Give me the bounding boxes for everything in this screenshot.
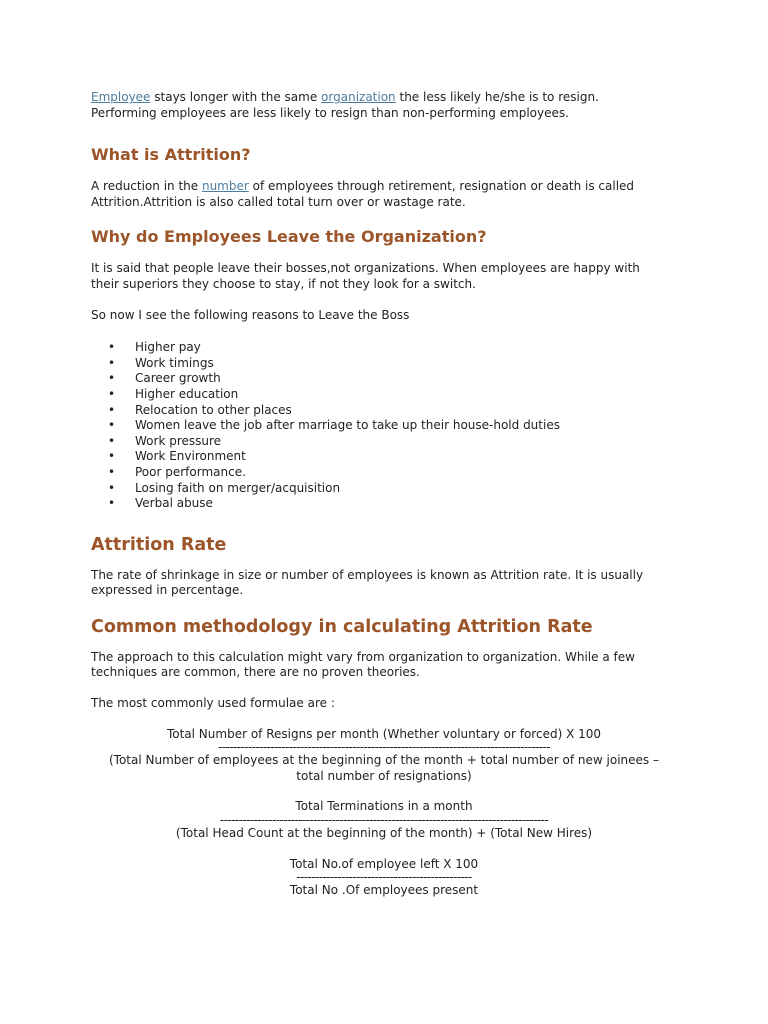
formula-divider: ----------------------------------------------------------------------------------------- — [218, 742, 550, 754]
attrition-line: Attrition.Attrition is also called total turn over or wastage rate. — [91, 194, 466, 209]
intro-paragraph — [91, 90, 677, 121]
employee-link[interactable]: Employee — [91, 90, 151, 104]
formula-1 — [81, 727, 687, 785]
formulae-intro: The most commonly used formulae are : — [91, 696, 335, 711]
intro-text: stays longer with the same — [150, 90, 322, 104]
method-line: The approach to this calculation might vary from organization to organization. While a few — [91, 649, 635, 664]
formula-divider: ----------------------------------------------- — [296, 872, 472, 884]
list-item: • Work Environment — [135, 449, 677, 465]
list-item: • Women leave the job after marriage to take up their house-hold duties — [135, 418, 677, 434]
formula-denominator: Total No .Of employees present — [289, 883, 479, 898]
attrition-paragraph — [91, 179, 677, 210]
formula-2 — [91, 799, 677, 841]
intro-line: Performing employees are less likely to resign than non-performing employees. — [91, 105, 569, 120]
methodology-heading: Common methodology in calculating Attrition Rate — [91, 616, 593, 637]
formula-3 — [91, 857, 677, 899]
rate-line: expressed in percentage. — [91, 583, 244, 598]
formula-denominator: total number of resignations) — [296, 768, 472, 783]
rate-paragraph — [91, 568, 677, 599]
why-heading: Why do Employees Leave the Organization? — [91, 227, 487, 247]
formula-numerator: Total Number of Resigns per month (Whether voluntary or forced) X 100 — [166, 726, 602, 741]
formula-divider: ---------------------------------------------------------------------------------------- — [219, 815, 549, 827]
methodology-paragraph — [91, 650, 677, 681]
reasons-list — [91, 340, 677, 512]
formula-denominator: (Total Number of employees at the beginning of the month + total number of new joinees – — [108, 753, 659, 768]
formula-numerator: Total No.of employee left X 100 — [289, 856, 479, 871]
list-item: • Relocation to other places — [135, 403, 677, 419]
formula-denominator: (Total Head Count at the beginning of the month) + (Total New Hires) — [175, 826, 593, 841]
attrition-heading: What is Attrition? — [91, 145, 251, 165]
attrition-text: of employees through retirement, resignation or death is called — [248, 179, 635, 194]
attrition-text: A reduction in the — [91, 179, 202, 194]
formula-numerator: Total Terminations in a month — [295, 799, 473, 814]
number-link[interactable]: number — [201, 179, 249, 194]
organization-link[interactable]: organization — [321, 90, 396, 104]
why-line: It is said that people leave their bosses,not organizations. When employees are happy with — [91, 261, 640, 276]
list-item: • Work pressure — [135, 434, 677, 450]
list-item: • Higher pay — [135, 340, 677, 356]
method-line: techniques are common, there are no proven theories. — [91, 665, 420, 680]
list-item: • Poor performance. — [135, 465, 677, 481]
list-item: • Losing faith on merger/acquisition — [135, 481, 677, 497]
why-paragraph — [91, 261, 677, 292]
list-item: • Verbal abuse — [135, 496, 677, 512]
reasons-intro: So now I see the following reasons to Leave the Boss — [91, 307, 410, 322]
intro-text: the less likely he/she is to resign. — [395, 90, 599, 104]
list-item: • Higher education — [135, 387, 677, 403]
why-line: their superiors they choose to stay, if not they look for a switch. — [91, 276, 476, 291]
list-item: • Work timings — [135, 356, 677, 372]
list-item: • Career growth — [135, 371, 677, 387]
attrition-rate-heading: Attrition Rate — [91, 534, 227, 555]
rate-line: The rate of shrinkage in size or number of employees is known as Attrition rate. It is usually — [91, 567, 644, 582]
